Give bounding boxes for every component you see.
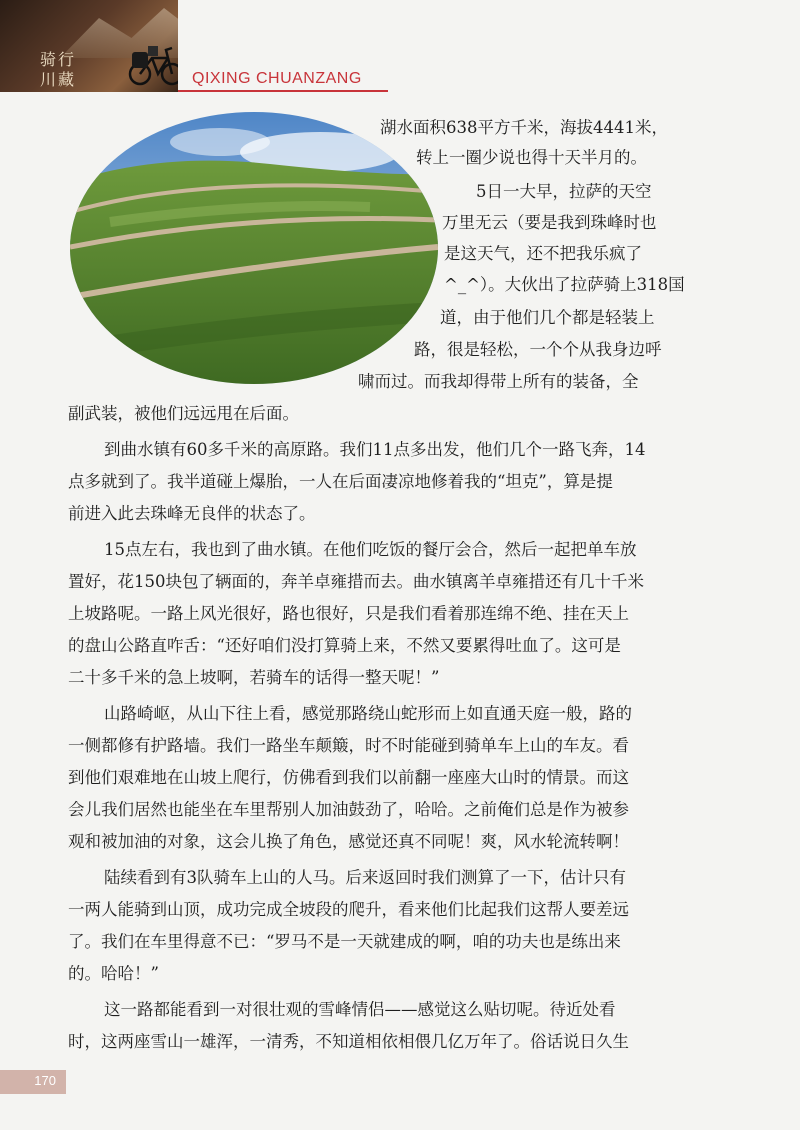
text-line: 的。哈哈！”	[68, 964, 159, 983]
text-line: 万里无云（要是我到珠峰时也	[442, 213, 657, 232]
text-line: 了。我们在车里得意不已：“罗马不是一天就建成的啊，咱的功夫也是练出来	[68, 932, 621, 951]
text-line: ^_^）。大伙出了拉萨骑上318国	[444, 275, 685, 294]
text-line: 一两人能骑到山顶，成功完成全坡段的爬升，看来他们比起我们这帮人要差远	[68, 900, 629, 919]
text-line: 一侧都修有护路墙。我们一路坐车颠簸，时不时能碰到骑单车上山的车友。看	[68, 736, 629, 755]
text-line: 的盘山公路直咋舌：“还好咱们没打算骑上来，不然又要累得吐血了。这可是	[68, 636, 621, 655]
text-line: 路，很是轻松，一个个从我身边呼	[414, 340, 662, 359]
text-line: 时，这两座雪山一雄浑，一清秀，不知道相依相偎几亿万年了。俗话说日久生	[68, 1032, 629, 1051]
text-line: 啸而过。而我却得带上所有的装备，全	[358, 372, 639, 391]
bicycle-icon	[128, 38, 178, 88]
text-line: 前进入此去珠峰无良伴的状态了。	[68, 504, 316, 523]
section-title-line1: 骑行	[40, 50, 77, 69]
text-line: 道，由于他们几个都是轻装上	[440, 308, 655, 327]
text-line: 置好，花150块包了辆面的，奔羊卓雍措而去。曲水镇离羊卓雍措还有几十千米	[68, 572, 644, 591]
text-line: 副武装，被他们远远甩在后面。	[68, 404, 299, 423]
section-title	[40, 50, 80, 90]
page-number-tab	[0, 1070, 66, 1094]
text-line: 陆续看到有3队骑车上山的人马。后来返回时我们测算了一下，估计只有	[104, 868, 626, 887]
text-line: 转上一圈少说也得十天半月的。	[416, 148, 647, 167]
text-line: 观和被加油的对象，这会儿换了角色，感觉还真不同呢！爽，风水轮流转啊！	[68, 832, 629, 851]
text-line: 到曲水镇有60多千米的高原路。我们11点多出发，他们几个一路飞奔，14	[104, 440, 646, 459]
text-line: 会儿我们居然也能坐在车里帮别人加油鼓劲了，哈哈。之前俺们总是作为被参	[68, 800, 629, 819]
text-line: 点多就到了。我半道碰上爆胎，一人在后面凄凉地修着我的“坦克”，算是提	[68, 472, 613, 491]
page-number: 170	[34, 1073, 56, 1088]
section-title-line2: 川藏	[40, 70, 77, 89]
header-rule	[178, 90, 388, 92]
section-subtitle: QIXING CHUANZANG	[192, 70, 362, 87]
text-line: 湖水面积638平方千米，海拔4441米，	[380, 118, 668, 137]
text-line: 是这天气，还不把我乐疯了	[444, 244, 642, 263]
text-line: 到他们艰难地在山坡上爬行，仿佛看到我们以前翻一座座大山时的情景。而这	[68, 768, 629, 787]
text-line: 山路崎岖，从山下往上看，感觉那路绕山蛇形而上如直通天庭一般，路的	[104, 704, 632, 723]
text-line: 5日一大早，拉萨的天空	[476, 182, 652, 201]
header-banner	[0, 0, 178, 92]
mountain-road-photo	[70, 112, 438, 384]
text-line: 这一路都能看到一对很壮观的雪峰情侣——感觉这么贴切呢。待近处看	[104, 1000, 616, 1019]
text-line: 二十多千米的急上坡啊，若骑车的话得一整天呢！”	[68, 668, 440, 687]
text-line: 15点左右，我也到了曲水镇。在他们吃饭的餐厅会合，然后一起把单车放	[104, 540, 637, 559]
text-line: 上坡路呢。一路上风光很好，路也很好，只是我们看着那连绵不绝、挂在天上	[68, 604, 629, 623]
